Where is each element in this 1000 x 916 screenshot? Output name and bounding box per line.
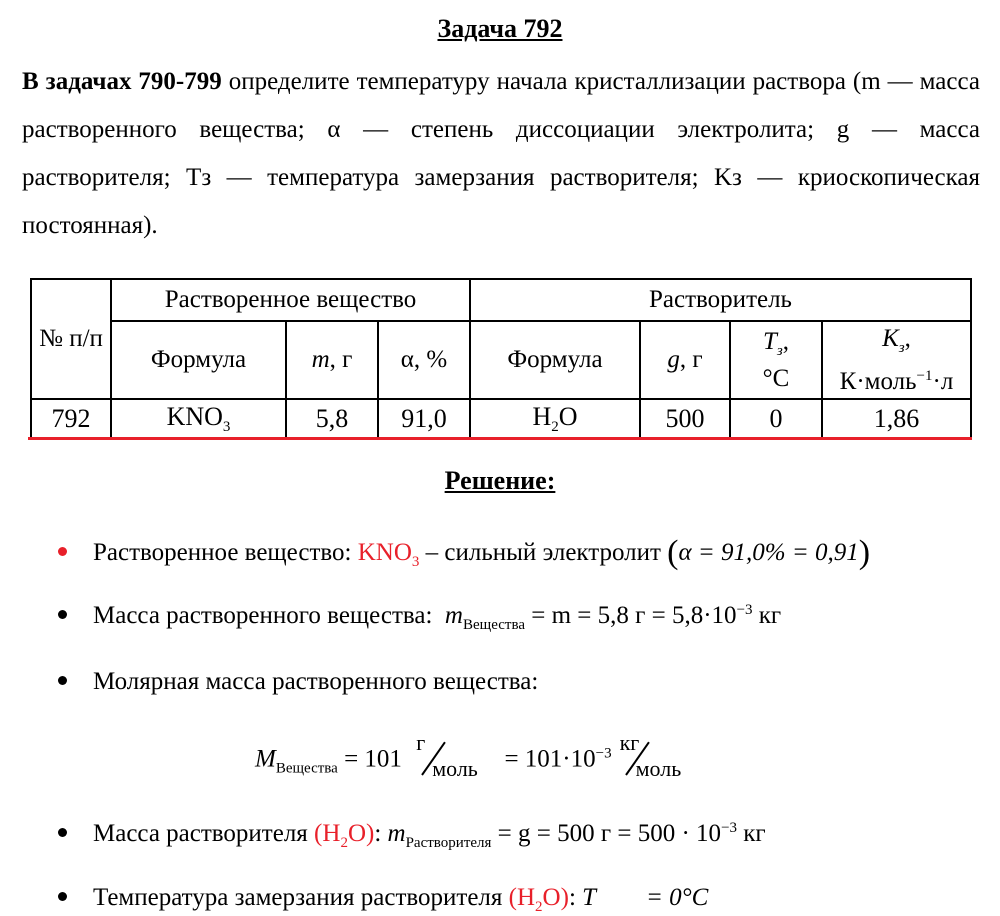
cell-tz: 0 [730, 399, 822, 439]
header-solute-formula: Формула [111, 321, 286, 399]
cell-number: 792 [31, 399, 111, 439]
header-solvent: Растворитель [470, 279, 971, 321]
cell-kz: 1,86 [822, 399, 971, 439]
molar-mass-formula: $M_{Вещества} = 101$ г моль = $101\cdot 10^{-3}$ кг моль [255, 730, 682, 781]
header-solvent-formula: Формула [470, 321, 640, 399]
alpha-value: α = 91,0% = 0,91 [678, 539, 859, 566]
header-tz: $T_з$, °C [730, 321, 822, 399]
bullet-freezing-temp: Температура замерзания растворителя $(H_2O)$: T = 0°C [58, 884, 708, 916]
header-g: g, г [640, 321, 730, 399]
cell-solute-formula: $KNO_3$ [111, 399, 286, 439]
header-m: m, г [286, 321, 378, 399]
header-number: № п/п [31, 279, 111, 399]
header-alpha: α, % [378, 321, 470, 399]
cell-g: 500 [640, 399, 730, 439]
page-title: Задача 792 [437, 14, 563, 43]
bullet-dot-icon [58, 828, 67, 837]
bullet-solute-mass: Масса растворенного вещества: $m_{Вещества} = m = 5,8$ $г = 5,8\cdot 10^{-3}$ кг [58, 602, 781, 634]
cell-solvent-formula: $H_2O$ [470, 399, 640, 439]
bullet-dot-icon [58, 892, 67, 901]
problem-statement [22, 58, 980, 250]
bullet-dot-icon [58, 676, 67, 685]
cell-m: 5,8 [286, 399, 378, 439]
table-row [31, 399, 971, 439]
cell-alpha: 91,0 [378, 399, 470, 439]
solution-title: Решение: [444, 466, 556, 495]
problem-data-table [30, 278, 972, 440]
bullet-molar-mass: Молярная масса растворенного вещества: [58, 668, 538, 696]
problem-range: В задачах 790-799 [22, 68, 222, 95]
red-underline [28, 437, 972, 440]
bullet-solvent-mass: Масса растворителя $(H_2O)$: $m_{Растворителя} = g = 500$ $г = 500 \cdot 10^{-3}$ кг [58, 820, 766, 852]
bullet-dot-icon [58, 547, 67, 556]
bullet-solute: Растворенное вещество: $KNO_3$ – сильный электролит (α = 91,0% = 0,91) [58, 534, 870, 572]
header-solute: Растворенное вещество [111, 279, 470, 321]
header-kz: $K_з$, К·моль$^{-1}$·л [822, 321, 971, 399]
problem-text: определите температуру начала кристаллизации раствора (m — масса растворенного вещества; α — степень диссоциации электролита; g — масса растворителя; Tз — температура замерзания растворителя; Kз — криоскопическая постоянная). [22, 68, 980, 239]
bullet-dot-icon [58, 610, 67, 619]
